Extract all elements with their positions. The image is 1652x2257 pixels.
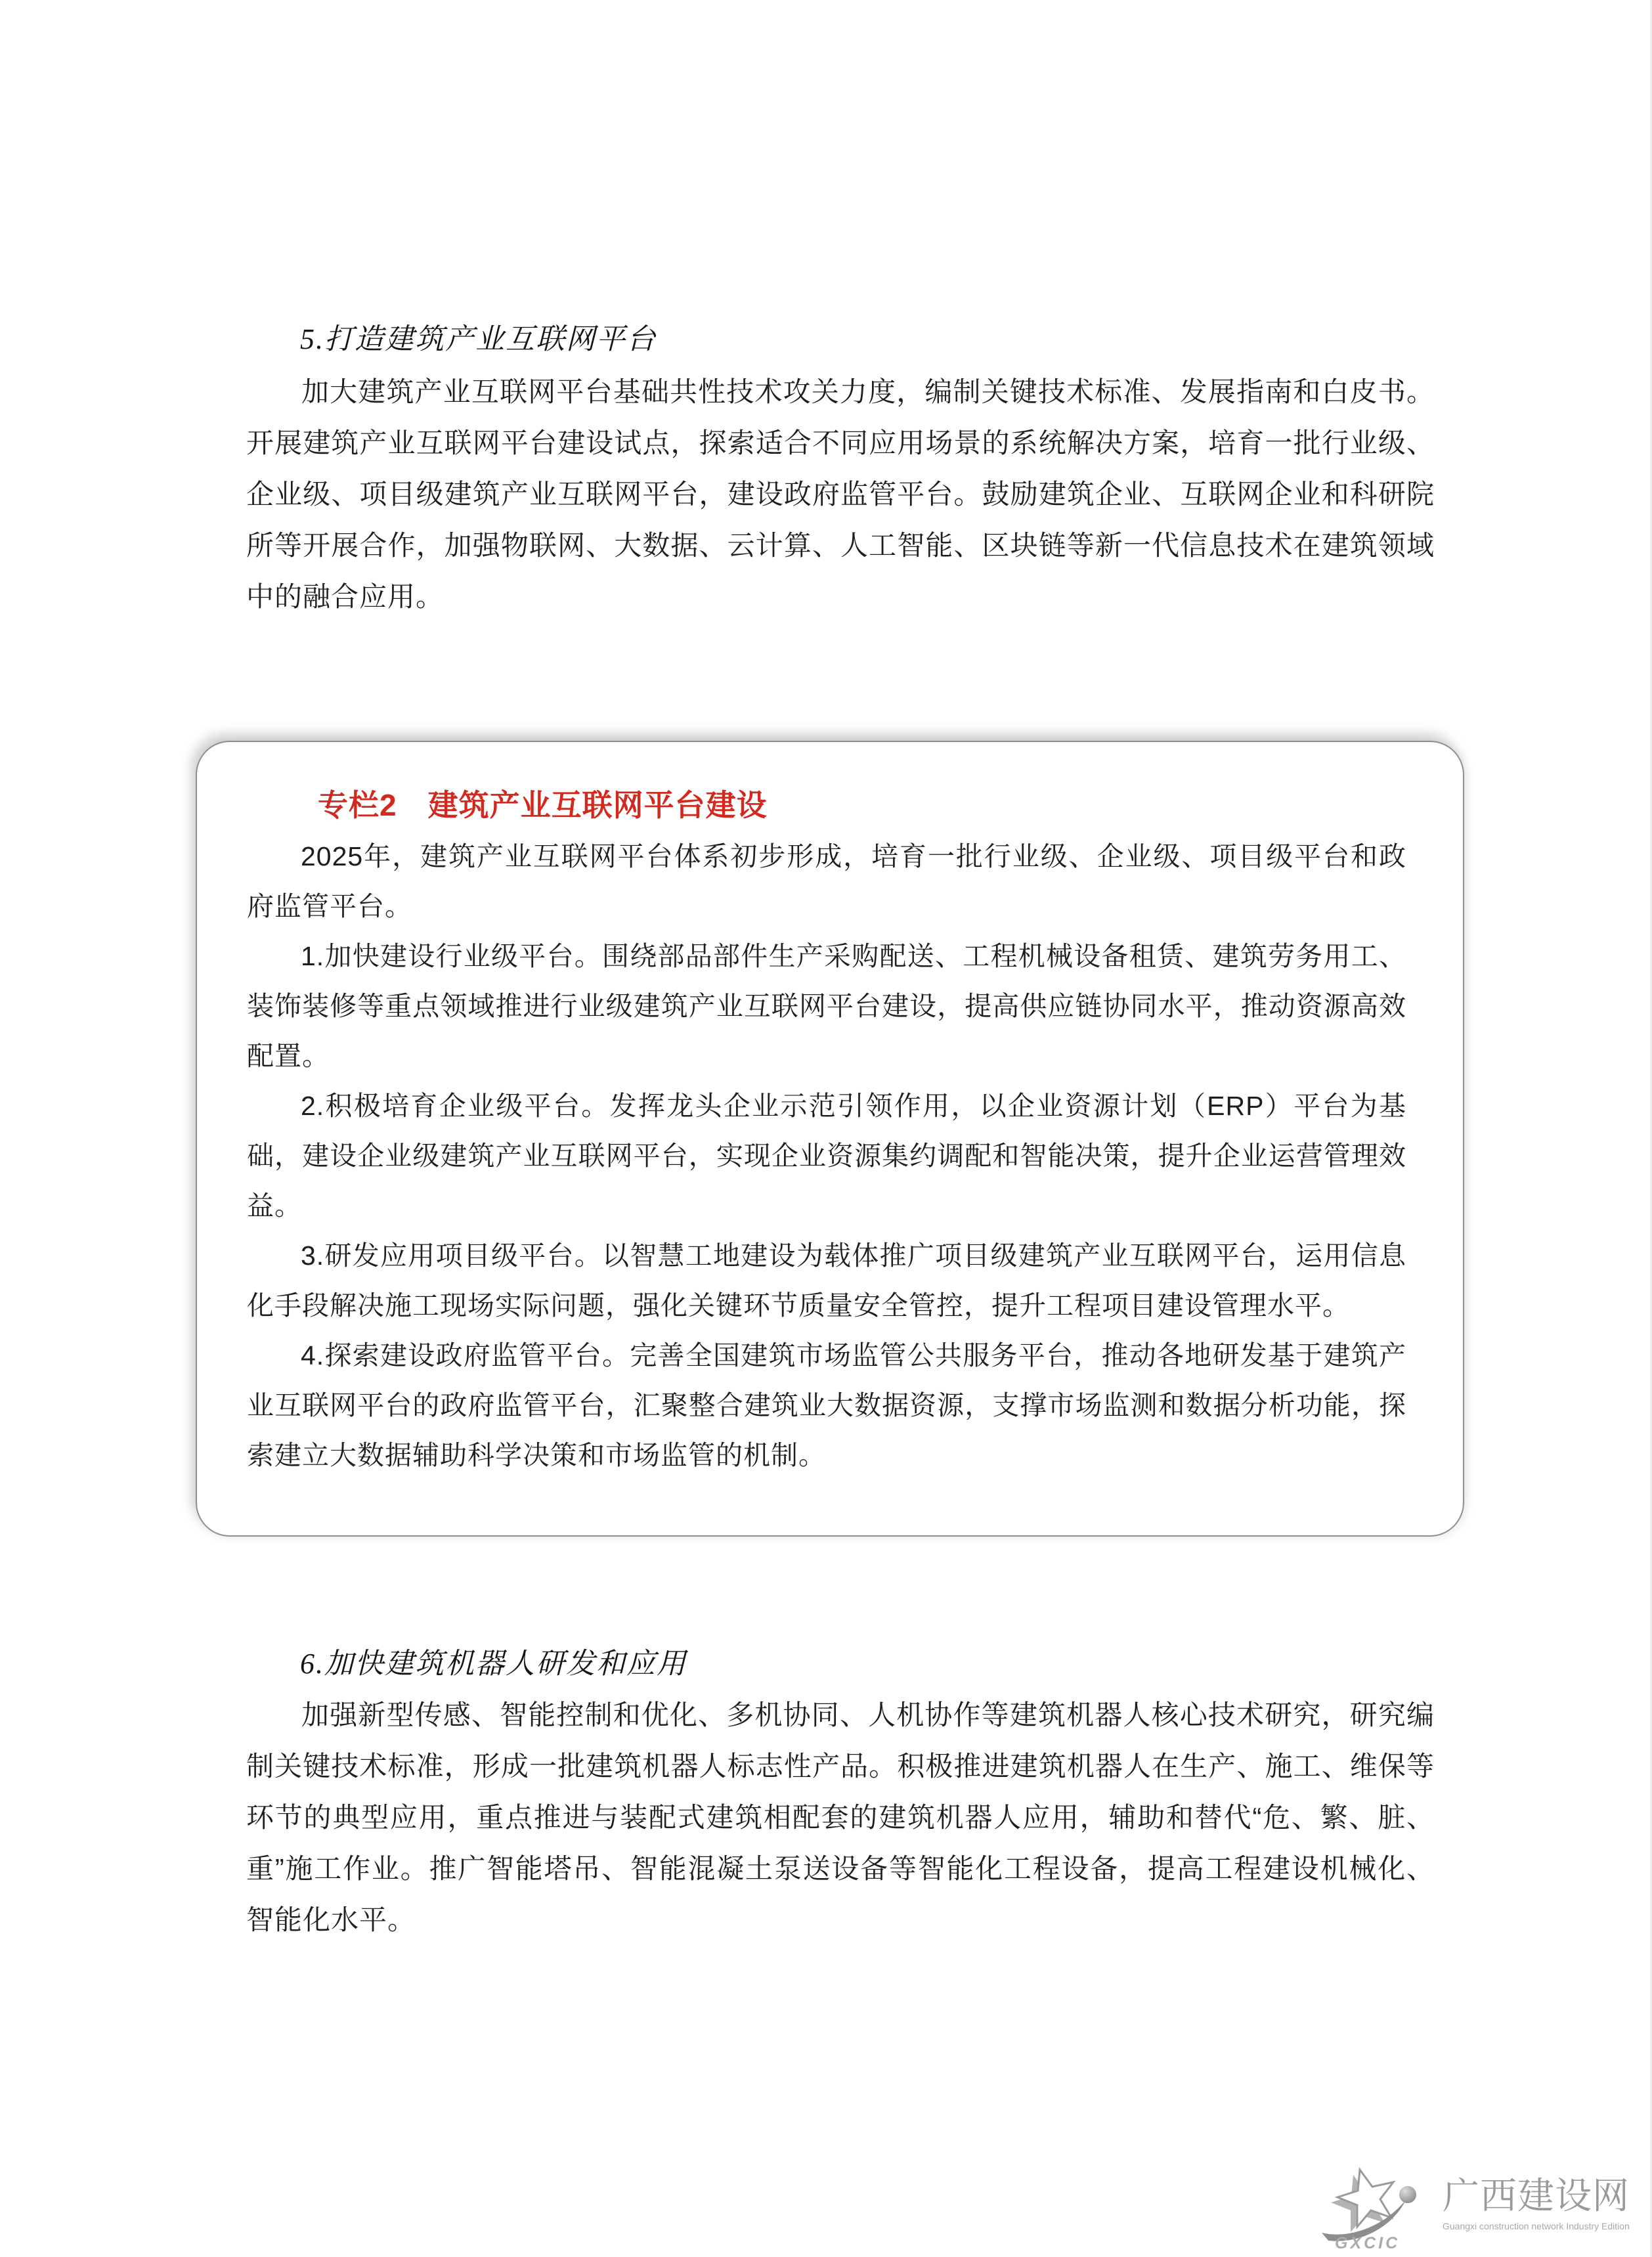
star-logo-icon xyxy=(1303,2164,1435,2253)
callout-paragraph-item2: 2.积极培育企业级平台。发挥龙头企业示范引领作用，以企业资源计划（ERP）平台为基础，建设企业级建筑产业互联网平台，实现企业资源集约调配和智能决策，提升企业运营管理效益。 xyxy=(247,1091,1406,1221)
callout-body xyxy=(247,831,1406,1480)
watermark-text-block xyxy=(1443,2176,1643,2231)
callout-title: 专栏2 建筑产业互联网平台建设 xyxy=(318,788,768,822)
section-5-paragraph: 加大建筑产业互联网平台基础共性技术攻关力度，编制关键技术标准、发展指南和白皮书。开展建筑产业互联网平台建设试点，探索适合不同应用场景的系统解决方案，培育一批行业级、企业级、项目级建筑产业互联网平台，建设政府监管平台。鼓励建筑企业、互联网企业和科研院所等开展合作，加强物联网、大数据、云计算、人工智能、区块链等新一代信息技术在建筑领域中的融合应用。 xyxy=(246,376,1435,612)
watermark-title: 广西建设网 xyxy=(1443,2176,1630,2217)
watermark xyxy=(1303,2164,1645,2256)
watermark-logo-text: GXCIC xyxy=(1335,2234,1401,2252)
watermark-subtitle: Guangxi construction network Industry Edition xyxy=(1443,2221,1630,2231)
callout-paragraph-intro: 2025年，建筑产业互联网平台体系初步形成，培育一批行业级、企业级、项目级平台和政府监管平台。 xyxy=(247,841,1406,921)
section-6-heading: 6.加快建筑机器人研发和应用 xyxy=(300,1648,687,1680)
section-6-paragraph: 加强新型传感、智能控制和优化、多机协同、人机协作等建筑机器人核心技术研究，研究编制关键技术标准，形成一批建筑机器人标志性产品。积极推进建筑机器人在生产、施工、维保等环节的典型应用，重点推进与装配式建筑相配套的建筑机器人应用，辅助和替代“危、繁、脏、重”施工作业。推广智能塔吊、智能混凝土泵送设备等智能化工程设备，提高工程建设机械化、智能化水平。 xyxy=(246,1699,1435,1935)
callout-paragraph-item1: 1.加快建设行业级平台。围绕部品部件生产采购配送、工程机械设备租赁、建筑劳务用工、装饰装修等重点领域推进行业级建筑产业互联网平台建设，提高供应链协同水平，推动资源高效配置。 xyxy=(247,941,1406,1071)
star-front-shape xyxy=(1337,2170,1393,2227)
callout-paragraph-item4: 4.探索建设政府监管平台。完善全国建筑市场监管公共服务平台，推动各地研发基于建筑产业互联网平台的政府监管平台，汇聚整合建筑业大数据资源，支撑市场监测和数据分析功能，探索建立大数据辅助科学决策和市场监管的机制。 xyxy=(247,1340,1406,1470)
callout-box-column2 xyxy=(196,741,1464,1537)
callout-paragraph-item3: 3.研发应用项目级平台。以智慧工地建设为载体推广项目级建筑产业互联网平台，运用信息化手段解决施工现场实际问题，强化关键环节质量安全管控，提升工程项目建设管理水平。 xyxy=(247,1240,1406,1321)
section-5-heading: 5.打造建筑产业互联网平台 xyxy=(300,323,657,355)
ball-shape xyxy=(1399,2186,1416,2203)
